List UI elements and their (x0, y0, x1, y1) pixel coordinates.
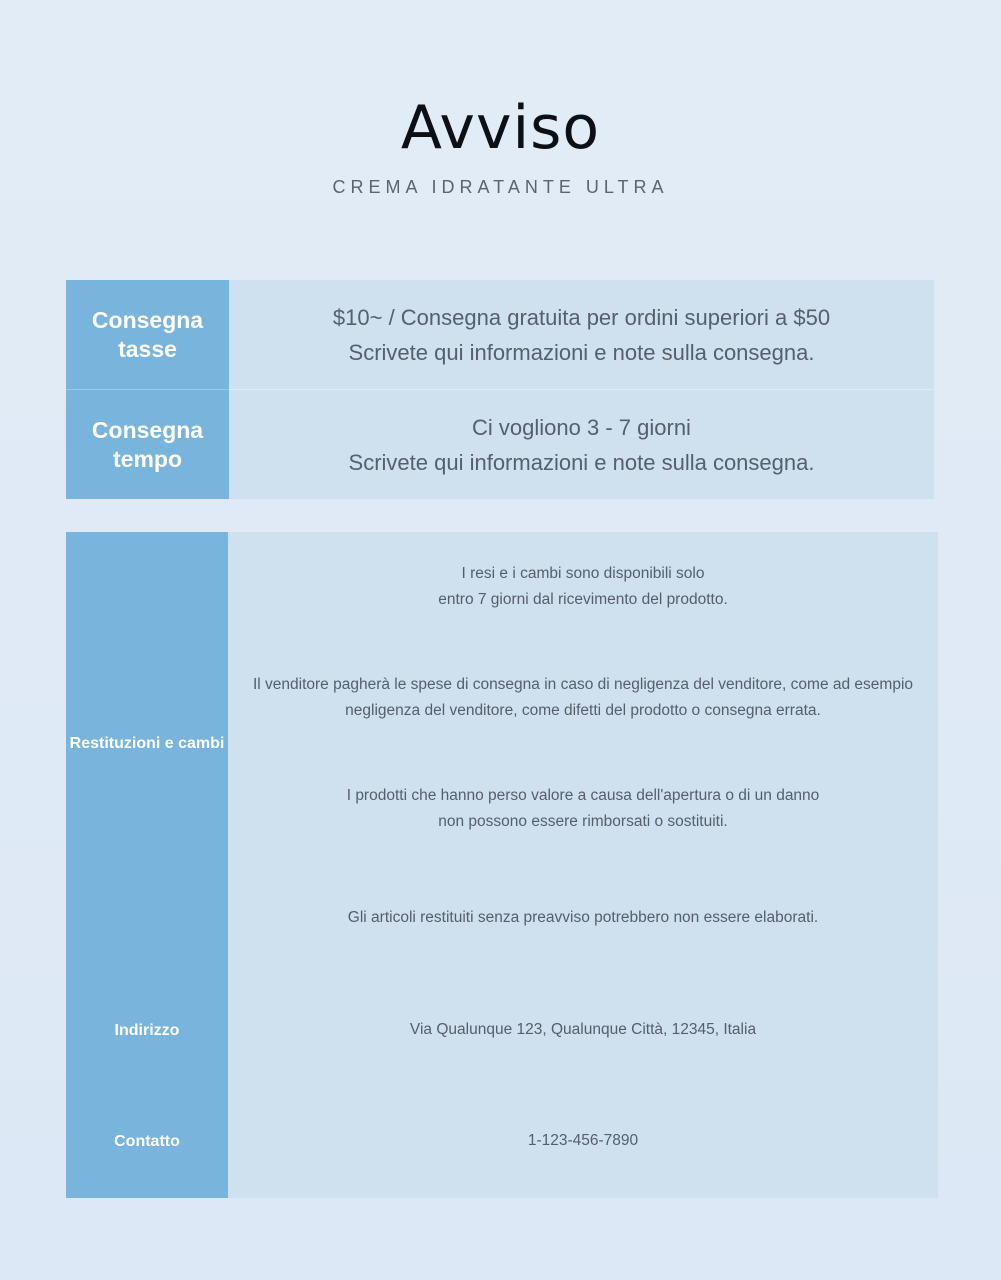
product-subtitle: CREMA IDRATANTE ULTRA (332, 177, 669, 197)
returns-paragraph (228, 905, 938, 931)
returns-paragraph (228, 783, 938, 835)
returns-line: Gli articoli restituiti senza preavviso potrebbero non essere elaborati. (347, 909, 819, 926)
returns-label: Restituzioni e cambi (69, 735, 225, 752)
delivery-fee-content (229, 280, 934, 389)
delivery-time-line: Ci vogliono 3 - 7 giorni (472, 414, 691, 440)
returns-line: Il venditore pagherà le spese di consegna in caso di negligenza del venditore, come ad esempio (252, 676, 914, 693)
delivery-time-label: Consegna tempo (66, 390, 229, 499)
returns-line: I prodotti che hanno perso valore a causa dell'apertura o di un danno (346, 787, 820, 804)
delivery-time-content (229, 390, 934, 499)
returns-paragraph (228, 672, 938, 724)
returns-paragraph (228, 561, 938, 613)
contact-value: 1-123-456-7890 (527, 1132, 639, 1149)
address-label: Indirizzo (114, 1022, 180, 1039)
delivery-time-note: Scrivete qui informazioni e note sulla consegna. (348, 449, 815, 475)
delivery-info-table (66, 280, 934, 499)
delivery-fee-note: Scrivete qui informazioni e note sulla consegna. (348, 339, 815, 365)
policy-label-column (66, 532, 228, 1198)
delivery-fee-row (66, 280, 934, 389)
contact-label: Contatto (114, 1133, 180, 1150)
returns-line: entro 7 giorni dal ricevimento del prodotto. (438, 591, 728, 608)
policy-content-column (228, 532, 938, 1198)
policy-info-table (66, 532, 938, 1198)
delivery-time-row (66, 390, 934, 499)
delivery-fee-label: Consegna tasse (66, 280, 229, 390)
returns-line: I resi e i cambi sono disponibili solo (461, 565, 705, 582)
address-value: Via Qualunque 123, Qualunque Città, 12345, Italia (409, 1021, 757, 1038)
delivery-fee-line: $10~ / Consegna gratuita per ordini superiori a $50 (332, 304, 831, 330)
returns-line: negligenza del venditore, come difetti del prodotto o consegna errata. (345, 702, 821, 719)
page-title: Avviso (400, 93, 601, 163)
returns-line: non possono essere rimborsati o sostituiti. (438, 813, 728, 830)
